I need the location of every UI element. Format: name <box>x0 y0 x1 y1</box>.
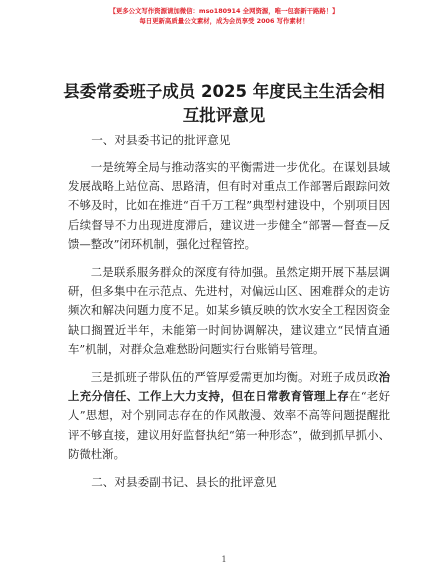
promo-line-2: 每日更新高质量公文素材，成为会员享受 2006 写作素材！ <box>139 17 309 25</box>
paragraph-1: 一是统筹全局与推动落实的平衡需进一步优化。在谋划县域发展战略上站位高、思路清，但有时对重点工作部署后跟踪问效不够及时，比如在推进“百千万工程”典型村建设中，个别项目因后续督导不力出现进度滞后，建议进一步健全“部署—督查—反馈—整改”闭环机制，强化过程管控。 <box>68 160 390 251</box>
paragraph-3-end: 在“老好人”思想，对个别同志存在的作风散漫、效率不高等问题提醒批评不够直接，建议用好监督执纪“第一种形态”，做到抓早抓小、防微杜渐。 <box>68 389 390 461</box>
section-heading-1: 一、对县委书记的批评意见 <box>91 133 231 147</box>
promo-banner <box>0 6 448 26</box>
paragraph-3-start: 三是抓班子带队伍的严管厚爱需更加均衡。对班子成员政 <box>90 370 379 385</box>
paragraph-2: 二是联系服务群众的深度有待加强。虽然定期开展下基层调研，但多集中在示范点、先进村，对偏远山区、困难群众的走访频次和解决问题力度不足。如某乡镇反映的饮水安全工程因资金缺口搁置近半年，未能第一时间协调解决，建议建立“民情直通车”机制，对群众急难愁盼问题实行台账销号管理。 <box>68 265 390 356</box>
promo-line-1: 【更多公文写作资源请加微信：mso180914 全网资源，唯一包套新干路路！】 <box>109 7 339 15</box>
document-title: 县委常委班子成员 2025 年度民主生活会相互批评意见 <box>63 82 385 125</box>
document-body <box>68 131 390 500</box>
paragraph-3-bold: 治上充分信任、工作上大力支持，但在日常教育管理上存 <box>68 370 390 404</box>
section-heading-2: 二、对县委副书记、县长的批评意见 <box>91 475 277 490</box>
page-number: 1 <box>221 555 227 564</box>
paragraph-3 <box>68 368 390 464</box>
